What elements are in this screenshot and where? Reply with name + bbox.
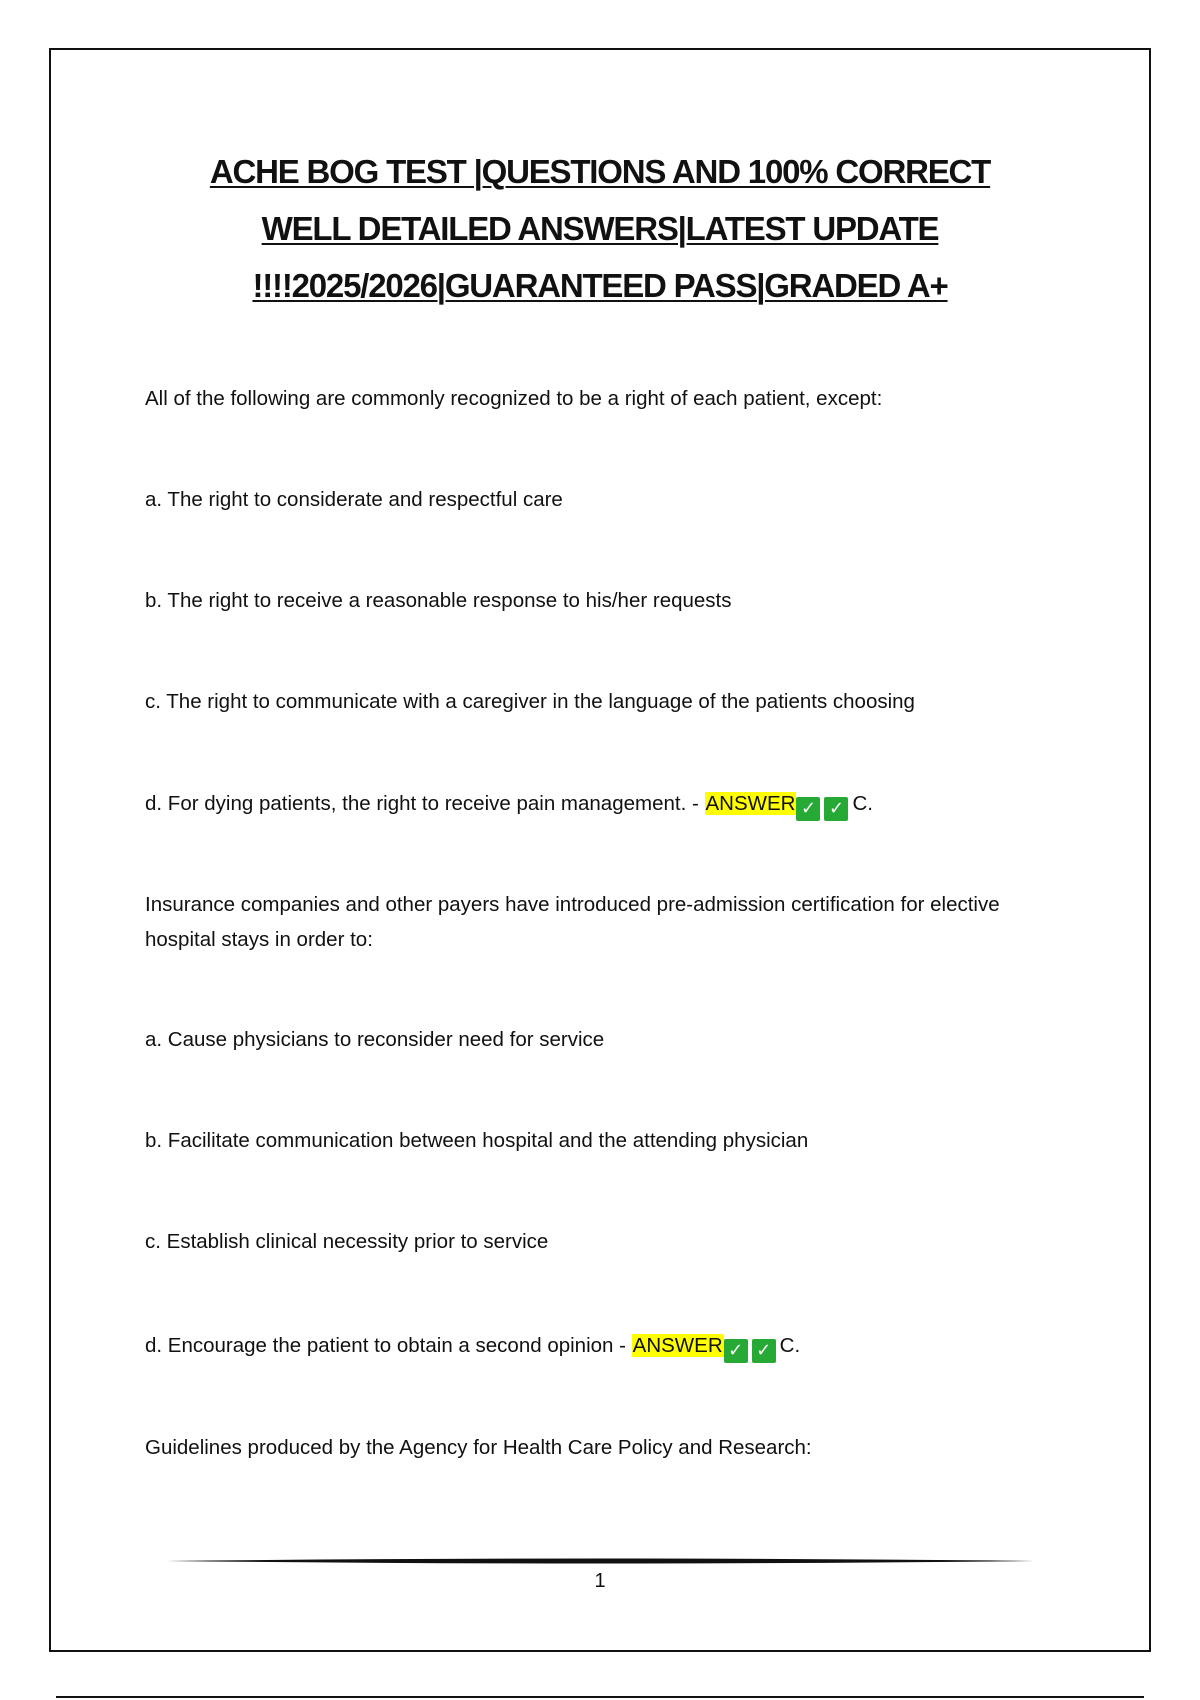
page-number: 1 <box>594 1570 606 1592</box>
question-2-option-c: c. Establish clinical necessity prior to service <box>145 1230 549 1253</box>
title-line-3: !!!!2025/2026|GUARANTEED PASS|GRADED A+ <box>252 267 948 304</box>
answer-label: ANSWER <box>705 792 796 815</box>
question-2-option-d <box>145 1328 1015 1363</box>
question-1-prompt: All of the following are commonly recognized to be a right of each patient, except: <box>145 387 883 410</box>
question-1-option-b: b. The right to receive a reasonable response to his/her requests <box>145 589 732 612</box>
title-line-2: WELL DETAILED ANSWERS|LATEST UPDATE <box>261 210 939 247</box>
answer-label: ANSWER <box>632 1334 723 1357</box>
check-box-icon: ✓ <box>752 1339 776 1363</box>
option-text: d. For dying patients, the right to receive pain management. - <box>145 792 705 815</box>
question-2-option-b: b. Facilitate communication between hospital and the attending physician <box>145 1129 809 1152</box>
check-box-icon: ✓ <box>796 797 820 821</box>
check-box-icon: ✓ <box>724 1339 748 1363</box>
answer-value: C. <box>779 1334 801 1357</box>
document-title <box>0 143 1200 314</box>
question-1-option-d <box>145 786 1015 821</box>
footer-divider <box>166 1556 1034 1566</box>
option-text: d. Encourage the patient to obtain a second opinion - <box>145 1334 632 1357</box>
answer-value: C. <box>852 792 873 815</box>
question-3-prompt: Guidelines produced by the Agency for Health Care Policy and Research: <box>145 1436 812 1459</box>
next-page-edge <box>56 1696 1144 1698</box>
question-2-option-a: a. Cause physicians to reconsider need for service <box>145 1028 605 1051</box>
question-1-option-a: a. The right to considerate and respectful care <box>145 488 563 511</box>
check-box-icon: ✓ <box>824 797 848 821</box>
question-2-prompt: Insurance companies and other payers have introduced pre-admission certification for elective hospital stays in order to: <box>145 893 1000 951</box>
question-1-option-c: c. The right to communicate with a caregiver in the language of the patients choosing <box>145 690 915 713</box>
title-line-1: ACHE BOG TEST |QUESTIONS AND 100% CORRECT <box>209 153 991 190</box>
